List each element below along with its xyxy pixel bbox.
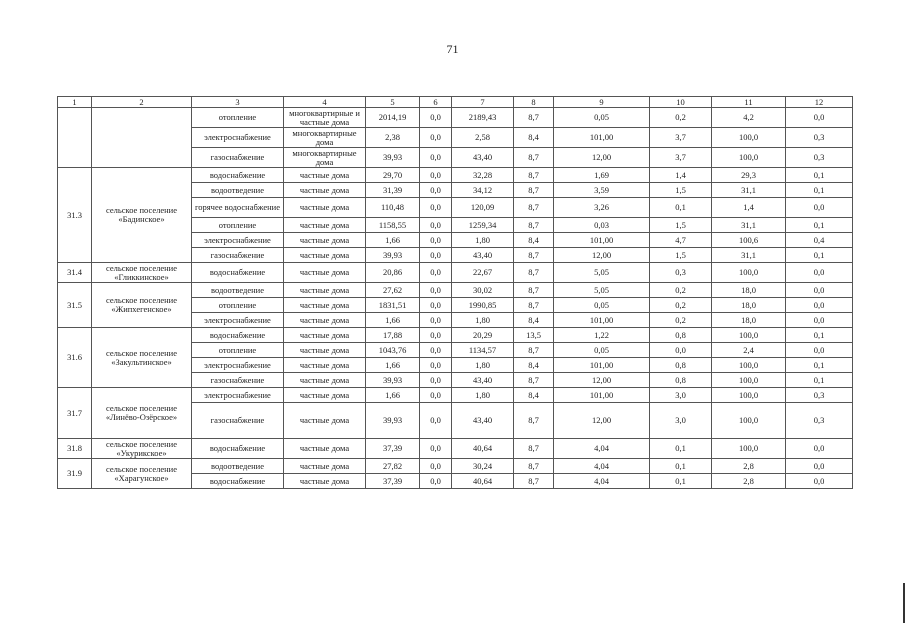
value-cell-c6: 0,0: [420, 183, 452, 198]
building-type-cell: многоквартирные и частные дома: [284, 108, 366, 128]
service-cell: газоснабжение: [192, 248, 284, 263]
value-cell-c10: 0,8: [650, 358, 712, 373]
table-row: [58, 328, 853, 343]
service-cell: водоотведение: [192, 283, 284, 298]
value-cell-c8: 8,4: [514, 388, 554, 403]
value-cell-c7: 120,09: [452, 198, 514, 218]
value-cell-c6: 0,0: [420, 198, 452, 218]
value-cell-c10: 0,2: [650, 283, 712, 298]
settlement-number: 31.8: [58, 439, 92, 459]
value-cell-c11: 2,8: [712, 474, 786, 489]
service-cell: газоснабжение: [192, 373, 284, 388]
building-type-cell: частные дома: [284, 233, 366, 248]
value-cell-c8: 8,7: [514, 343, 554, 358]
value-cell-c6: 0,0: [420, 263, 452, 283]
service-cell: водоснабжение: [192, 328, 284, 343]
value-cell-c5: 17,88: [366, 328, 420, 343]
value-cell-c9: 0,05: [554, 343, 650, 358]
value-cell-c7: 43,40: [452, 373, 514, 388]
value-cell-c10: 0,2: [650, 313, 712, 328]
value-cell-c7: 22,67: [452, 263, 514, 283]
value-cell-c10: 0,8: [650, 373, 712, 388]
value-cell-c11: 100,0: [712, 328, 786, 343]
value-cell-c10: 0,1: [650, 459, 712, 474]
value-cell-c5: 1,66: [366, 358, 420, 373]
service-cell: электроснабжение: [192, 233, 284, 248]
value-cell-c11: 4,2: [712, 108, 786, 128]
settlement-name: сельское поселение «Харагунское»: [92, 459, 192, 489]
value-cell-c12: 0,1: [786, 248, 853, 263]
service-cell: водоснабжение: [192, 474, 284, 489]
building-type-cell: многоквартирные дома: [284, 148, 366, 168]
service-cell: водоотведение: [192, 183, 284, 198]
value-cell-c5: 1043,76: [366, 343, 420, 358]
value-cell-c11: 1,4: [712, 198, 786, 218]
value-cell-c10: 3,0: [650, 388, 712, 403]
value-cell-c7: 1259,34: [452, 218, 514, 233]
value-cell-c7: 30,02: [452, 283, 514, 298]
value-cell-c5: 110,48: [366, 198, 420, 218]
value-cell-c6: 0,0: [420, 328, 452, 343]
value-cell-c12: 0,1: [786, 328, 853, 343]
header-cell: 2: [92, 97, 192, 108]
value-cell-c5: 2,38: [366, 128, 420, 148]
value-cell-c8: 8,4: [514, 358, 554, 373]
table-row: [58, 388, 853, 403]
value-cell-c11: 100,0: [712, 388, 786, 403]
value-cell-c5: 2014,19: [366, 108, 420, 128]
service-cell: отопление: [192, 298, 284, 313]
value-cell-c6: 0,0: [420, 168, 452, 183]
value-cell-c9: 4,04: [554, 439, 650, 459]
value-cell-c7: 40,64: [452, 439, 514, 459]
value-cell-c10: 4,7: [650, 233, 712, 248]
value-cell-c12: 0,4: [786, 233, 853, 248]
value-cell-c9: 1,69: [554, 168, 650, 183]
service-cell: водоснабжение: [192, 263, 284, 283]
value-cell-c8: 8,7: [514, 298, 554, 313]
service-cell: отопление: [192, 108, 284, 128]
header-cell: 1: [58, 97, 92, 108]
value-cell-c11: 29,3: [712, 168, 786, 183]
value-cell-c12: 0,1: [786, 373, 853, 388]
value-cell-c12: 0,3: [786, 128, 853, 148]
value-cell-c10: 1,4: [650, 168, 712, 183]
value-cell-c11: 100,0: [712, 373, 786, 388]
value-cell-c6: 0,0: [420, 313, 452, 328]
value-cell-c12: 0,0: [786, 198, 853, 218]
value-cell-c11: 100,6: [712, 233, 786, 248]
header-cell: 12: [786, 97, 853, 108]
page-number: 71: [446, 42, 459, 56]
value-cell-c9: 101,00: [554, 358, 650, 373]
value-cell-c9: 101,00: [554, 233, 650, 248]
value-cell-c5: 39,93: [366, 373, 420, 388]
settlement-number: 31.5: [58, 283, 92, 328]
settlement-name: сельское поселение «Гликкинское»: [92, 263, 192, 283]
tariff-table: [57, 96, 853, 489]
building-type-cell: частные дома: [284, 298, 366, 313]
value-cell-c9: 12,00: [554, 403, 650, 439]
value-cell-c8: 8,7: [514, 248, 554, 263]
settlement-name: сельское поселение «Бадинское»: [92, 168, 192, 263]
value-cell-c7: 1,80: [452, 233, 514, 248]
value-cell-c5: 37,39: [366, 439, 420, 459]
value-cell-c12: 0,0: [786, 263, 853, 283]
value-cell-c6: 0,0: [420, 343, 452, 358]
building-type-cell: частные дома: [284, 358, 366, 373]
settlement-number: 31.4: [58, 263, 92, 283]
value-cell-c11: 100,0: [712, 403, 786, 439]
value-cell-c11: 18,0: [712, 283, 786, 298]
settlement-name: сельское поселение «Жипхегенское»: [92, 283, 192, 328]
value-cell-c5: 39,93: [366, 403, 420, 439]
value-cell-c10: 3,0: [650, 403, 712, 439]
settlement-name: сельское поселение «Линёво-Озёрское»: [92, 388, 192, 439]
building-type-cell: частные дома: [284, 474, 366, 489]
value-cell-c6: 0,0: [420, 218, 452, 233]
header-cell: 8: [514, 97, 554, 108]
value-cell-c8: 8,7: [514, 459, 554, 474]
value-cell-c10: 1,5: [650, 218, 712, 233]
value-cell-c12: 0,1: [786, 218, 853, 233]
value-cell-c12: 0,1: [786, 183, 853, 198]
building-type-cell: многоквартирные дома: [284, 128, 366, 148]
table-header-row: [58, 97, 853, 108]
table-row: [58, 263, 853, 283]
building-type-cell: частные дома: [284, 403, 366, 439]
value-cell-c8: 8,7: [514, 218, 554, 233]
service-cell: горячее водоснабжение: [192, 198, 284, 218]
value-cell-c8: 8,7: [514, 403, 554, 439]
service-cell: газоснабжение: [192, 148, 284, 168]
value-cell-c6: 0,0: [420, 474, 452, 489]
value-cell-c8: 8,4: [514, 128, 554, 148]
value-cell-c7: 1,80: [452, 358, 514, 373]
value-cell-c12: 0,0: [786, 283, 853, 298]
value-cell-c10: 0,2: [650, 298, 712, 313]
building-type-cell: частные дома: [284, 439, 366, 459]
header-cell: 3: [192, 97, 284, 108]
header-cell: 9: [554, 97, 650, 108]
value-cell-c12: 0,3: [786, 388, 853, 403]
service-cell: водоснабжение: [192, 439, 284, 459]
value-cell-c9: 0,05: [554, 108, 650, 128]
value-cell-c12: 0,0: [786, 298, 853, 313]
header-cell: 10: [650, 97, 712, 108]
value-cell-c8: 8,7: [514, 439, 554, 459]
value-cell-c8: 8,7: [514, 183, 554, 198]
value-cell-c6: 0,0: [420, 108, 452, 128]
value-cell-c10: 3,7: [650, 148, 712, 168]
value-cell-c12: 0,0: [786, 343, 853, 358]
value-cell-c7: 30,24: [452, 459, 514, 474]
value-cell-c8: 13,5: [514, 328, 554, 343]
value-cell-c10: 1,5: [650, 183, 712, 198]
building-type-cell: частные дома: [284, 218, 366, 233]
value-cell-c9: 0,05: [554, 298, 650, 313]
value-cell-c9: 4,04: [554, 474, 650, 489]
value-cell-c11: 100,0: [712, 128, 786, 148]
value-cell-c5: 29,70: [366, 168, 420, 183]
table-body: [58, 97, 853, 489]
value-cell-c6: 0,0: [420, 373, 452, 388]
value-cell-c7: 1134,57: [452, 343, 514, 358]
settlement-name: сельское поселение «Закультинское»: [92, 328, 192, 388]
value-cell-c12: 0,1: [786, 168, 853, 183]
value-cell-c5: 27,62: [366, 283, 420, 298]
value-cell-c11: 100,0: [712, 358, 786, 373]
value-cell-c7: 1,80: [452, 388, 514, 403]
value-cell-c10: 0,1: [650, 439, 712, 459]
value-cell-c8: 8,4: [514, 233, 554, 248]
service-cell: отопление: [192, 218, 284, 233]
service-cell: отопление: [192, 343, 284, 358]
value-cell-c7: 2189,43: [452, 108, 514, 128]
header-cell: 5: [366, 97, 420, 108]
value-cell-c5: 20,86: [366, 263, 420, 283]
value-cell-c5: 27,82: [366, 459, 420, 474]
value-cell-c7: 2,58: [452, 128, 514, 148]
value-cell-c8: 8,7: [514, 263, 554, 283]
building-type-cell: частные дома: [284, 283, 366, 298]
value-cell-c6: 0,0: [420, 283, 452, 298]
value-cell-c6: 0,0: [420, 128, 452, 148]
header-cell: 11: [712, 97, 786, 108]
building-type-cell: частные дома: [284, 198, 366, 218]
value-cell-c9: 12,00: [554, 373, 650, 388]
value-cell-c11: 2,8: [712, 459, 786, 474]
value-cell-c5: 1,66: [366, 388, 420, 403]
value-cell-c8: 8,7: [514, 474, 554, 489]
value-cell-c7: 1,80: [452, 313, 514, 328]
value-cell-c10: 0,1: [650, 198, 712, 218]
value-cell-c5: 39,93: [366, 148, 420, 168]
settlement-name: [92, 108, 192, 168]
value-cell-c10: 3,7: [650, 128, 712, 148]
value-cell-c9: 0,03: [554, 218, 650, 233]
service-cell: водоснабжение: [192, 168, 284, 183]
value-cell-c11: 31,1: [712, 183, 786, 198]
settlement-number: 31.9: [58, 459, 92, 489]
value-cell-c7: 1990,85: [452, 298, 514, 313]
settlement-number: 31.7: [58, 388, 92, 439]
value-cell-c7: 34,12: [452, 183, 514, 198]
table-row: [58, 108, 853, 128]
building-type-cell: частные дома: [284, 328, 366, 343]
service-cell: электроснабжение: [192, 313, 284, 328]
settlement-number: 31.6: [58, 328, 92, 388]
building-type-cell: частные дома: [284, 343, 366, 358]
value-cell-c12: 0,0: [786, 439, 853, 459]
value-cell-c12: 0,1: [786, 358, 853, 373]
service-cell: электроснабжение: [192, 128, 284, 148]
value-cell-c12: 0,3: [786, 403, 853, 439]
value-cell-c5: 1,66: [366, 313, 420, 328]
value-cell-c7: 43,40: [452, 148, 514, 168]
value-cell-c9: 101,00: [554, 313, 650, 328]
value-cell-c12: 0,0: [786, 459, 853, 474]
value-cell-c9: 12,00: [554, 248, 650, 263]
service-cell: электроснабжение: [192, 358, 284, 373]
building-type-cell: частные дома: [284, 388, 366, 403]
building-type-cell: частные дома: [284, 313, 366, 328]
service-cell: водоотведение: [192, 459, 284, 474]
table-row: [58, 439, 853, 459]
building-type-cell: частные дома: [284, 263, 366, 283]
value-cell-c5: 37,39: [366, 474, 420, 489]
value-cell-c6: 0,0: [420, 403, 452, 439]
service-cell: электроснабжение: [192, 388, 284, 403]
value-cell-c12: 0,0: [786, 108, 853, 128]
value-cell-c8: 8,7: [514, 108, 554, 128]
value-cell-c9: 101,00: [554, 128, 650, 148]
value-cell-c9: 12,00: [554, 148, 650, 168]
value-cell-c9: 5,05: [554, 283, 650, 298]
building-type-cell: частные дома: [284, 168, 366, 183]
value-cell-c12: 0,3: [786, 148, 853, 168]
value-cell-c8: 8,7: [514, 198, 554, 218]
value-cell-c5: 1158,55: [366, 218, 420, 233]
header-cell: 7: [452, 97, 514, 108]
value-cell-c6: 0,0: [420, 358, 452, 373]
value-cell-c7: 43,40: [452, 248, 514, 263]
value-cell-c12: 0,0: [786, 474, 853, 489]
value-cell-c11: 18,0: [712, 298, 786, 313]
settlement-number: [58, 108, 92, 168]
value-cell-c9: 1,22: [554, 328, 650, 343]
table-row: [58, 459, 853, 474]
value-cell-c11: 31,1: [712, 248, 786, 263]
value-cell-c7: 43,40: [452, 403, 514, 439]
building-type-cell: частные дома: [284, 183, 366, 198]
value-cell-c9: 3,59: [554, 183, 650, 198]
value-cell-c12: 0,0: [786, 313, 853, 328]
settlement-number: 31.3: [58, 168, 92, 263]
service-cell: газоснабжение: [192, 403, 284, 439]
value-cell-c8: 8,7: [514, 373, 554, 388]
value-cell-c8: 8,7: [514, 283, 554, 298]
value-cell-c11: 100,0: [712, 148, 786, 168]
value-cell-c9: 3,26: [554, 198, 650, 218]
value-cell-c11: 18,0: [712, 313, 786, 328]
value-cell-c5: 1831,51: [366, 298, 420, 313]
value-cell-c11: 31,1: [712, 218, 786, 233]
value-cell-c10: 0,2: [650, 108, 712, 128]
value-cell-c7: 40,64: [452, 474, 514, 489]
value-cell-c11: 100,0: [712, 263, 786, 283]
table-row: [58, 283, 853, 298]
building-type-cell: частные дома: [284, 373, 366, 388]
value-cell-c6: 0,0: [420, 459, 452, 474]
value-cell-c6: 0,0: [420, 148, 452, 168]
value-cell-c10: 1,5: [650, 248, 712, 263]
building-type-cell: частные дома: [284, 248, 366, 263]
value-cell-c7: 20,29: [452, 328, 514, 343]
value-cell-c6: 0,0: [420, 298, 452, 313]
value-cell-c6: 0,0: [420, 439, 452, 459]
value-cell-c6: 0,0: [420, 388, 452, 403]
value-cell-c8: 8,7: [514, 168, 554, 183]
value-cell-c9: 101,00: [554, 388, 650, 403]
value-cell-c9: 4,04: [554, 459, 650, 474]
value-cell-c7: 32,28: [452, 168, 514, 183]
value-cell-c5: 1,66: [366, 233, 420, 248]
value-cell-c11: 2,4: [712, 343, 786, 358]
value-cell-c9: 5,05: [554, 263, 650, 283]
settlement-name: сельское поселение «Укурикское»: [92, 439, 192, 459]
building-type-cell: частные дома: [284, 459, 366, 474]
value-cell-c10: 0,1: [650, 474, 712, 489]
value-cell-c5: 31,39: [366, 183, 420, 198]
table-row: [58, 168, 853, 183]
header-cell: 4: [284, 97, 366, 108]
value-cell-c8: 8,7: [514, 148, 554, 168]
value-cell-c8: 8,4: [514, 313, 554, 328]
value-cell-c6: 0,0: [420, 248, 452, 263]
value-cell-c10: 0,8: [650, 328, 712, 343]
value-cell-c5: 39,93: [366, 248, 420, 263]
value-cell-c10: 0,3: [650, 263, 712, 283]
value-cell-c11: 100,0: [712, 439, 786, 459]
value-cell-c6: 0,0: [420, 233, 452, 248]
value-cell-c10: 0,0: [650, 343, 712, 358]
header-cell: 6: [420, 97, 452, 108]
